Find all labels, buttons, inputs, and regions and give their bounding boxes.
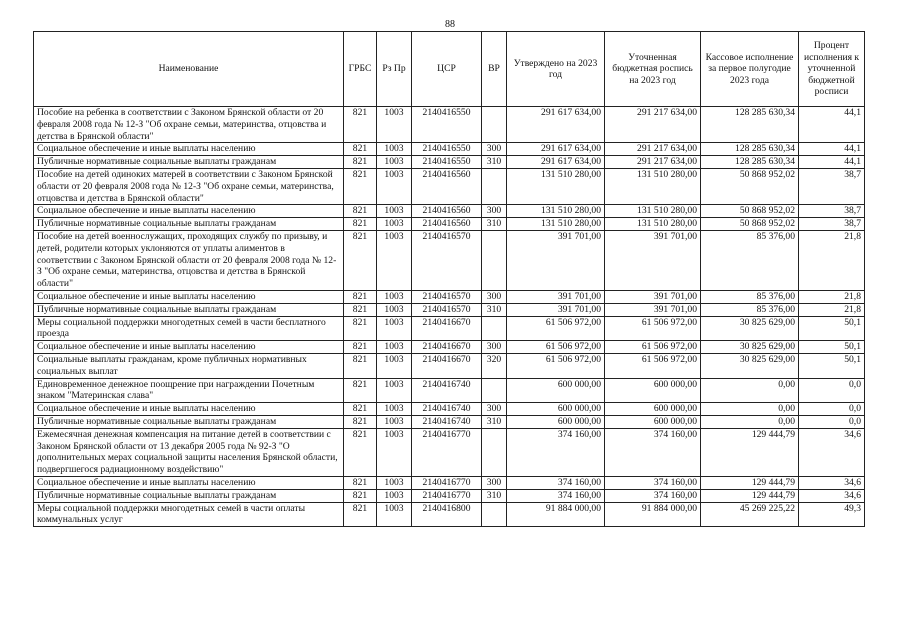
cell-name: Социальное обеспечение и иные выплаты населению (34, 290, 344, 303)
cell-percent: 50,1 (799, 316, 865, 341)
cell-percent: 21,8 (799, 290, 865, 303)
cell-grbs: 821 (344, 341, 377, 354)
cell-grbs: 821 (344, 107, 377, 143)
cell-grbs: 821 (344, 230, 377, 290)
cell-name: Социальное обеспечение и иные выплаты населению (34, 403, 344, 416)
budget-execution-table (33, 31, 865, 527)
header-refined: Уточненная бюджетная роспись на 2023 год (605, 32, 701, 107)
cell-name: Публичные нормативные социальные выплаты гражданам (34, 489, 344, 502)
table-row (34, 230, 865, 290)
cell-csr: 2140416570 (412, 230, 482, 290)
cell-vr: 300 (482, 403, 507, 416)
cell-percent: 49,3 (799, 502, 865, 527)
header-name: Наименование (34, 32, 344, 107)
page-number: 88 (445, 19, 455, 30)
cell-csr: 2140416550 (412, 156, 482, 169)
table-body (34, 107, 865, 527)
cell-rzpr: 1003 (377, 316, 412, 341)
cell-vr (482, 107, 507, 143)
cell-approved: 600 000,00 (507, 403, 605, 416)
cell-rzpr: 1003 (377, 489, 412, 502)
cell-csr: 2140416560 (412, 218, 482, 231)
header-grbs: ГРБС (344, 32, 377, 107)
cell-name: Социальное обеспечение и иные выплаты населению (34, 341, 344, 354)
cell-rzpr: 1003 (377, 415, 412, 428)
cell-csr: 2140416550 (412, 143, 482, 156)
cell-approved: 374 160,00 (507, 428, 605, 476)
cell-percent: 38,7 (799, 205, 865, 218)
cell-name: Ежемесячная денежная компенсация на питание детей в соответствии с Законом Брянской области от 13 декабря 2005 года № 92-З "О дополнительных мерах социальной защиты населения Брянской области, подвергшегося радиационному воздействию" (34, 428, 344, 476)
cell-csr: 2140416770 (412, 428, 482, 476)
cell-vr (482, 428, 507, 476)
cell-percent: 34,6 (799, 476, 865, 489)
cell-vr: 310 (482, 489, 507, 502)
cell-vr: 300 (482, 476, 507, 489)
cell-percent: 0,0 (799, 378, 865, 403)
cell-cash: 129 444,79 (701, 489, 799, 502)
cell-percent: 50,1 (799, 353, 865, 378)
cell-refined: 600 000,00 (605, 403, 701, 416)
cell-cash: 0,00 (701, 415, 799, 428)
cell-name: Публичные нормативные социальные выплаты гражданам (34, 218, 344, 231)
table-row (34, 502, 865, 527)
cell-refined: 291 217 634,00 (605, 156, 701, 169)
cell-grbs: 821 (344, 403, 377, 416)
cell-percent: 50,1 (799, 341, 865, 354)
cell-rzpr: 1003 (377, 378, 412, 403)
cell-csr: 2140416570 (412, 290, 482, 303)
cell-csr: 2140416670 (412, 316, 482, 341)
cell-approved: 600 000,00 (507, 415, 605, 428)
cell-name: Меры социальной поддержки многодетных семей в части оплаты коммунальных услуг (34, 502, 344, 527)
cell-cash: 128 285 630,34 (701, 143, 799, 156)
table-row (34, 378, 865, 403)
cell-approved: 374 160,00 (507, 476, 605, 489)
cell-csr: 2140416740 (412, 403, 482, 416)
header-csr: ЦСР (412, 32, 482, 107)
cell-percent: 21,8 (799, 230, 865, 290)
cell-vr (482, 502, 507, 527)
cell-csr: 2140416670 (412, 341, 482, 354)
cell-grbs: 821 (344, 502, 377, 527)
cell-percent: 34,6 (799, 489, 865, 502)
cell-percent: 38,7 (799, 218, 865, 231)
table-row (34, 403, 865, 416)
cell-grbs: 821 (344, 378, 377, 403)
table-row (34, 303, 865, 316)
cell-vr: 310 (482, 156, 507, 169)
cell-grbs: 821 (344, 476, 377, 489)
cell-refined: 391 701,00 (605, 303, 701, 316)
cell-cash: 50 868 952,02 (701, 218, 799, 231)
cell-vr (482, 168, 507, 204)
cell-percent: 34,6 (799, 428, 865, 476)
cell-refined: 600 000,00 (605, 378, 701, 403)
cell-vr: 310 (482, 303, 507, 316)
cell-rzpr: 1003 (377, 107, 412, 143)
table-row (34, 476, 865, 489)
cell-rzpr: 1003 (377, 205, 412, 218)
cell-name: Пособие на ребенка в соответствии с Законом Брянской области от 20 февраля 2008 года № 12-З "Об охране семьи, материнства, отцовства и детства в Брянской области" (34, 107, 344, 143)
cell-grbs: 821 (344, 316, 377, 341)
header-approved: Утверждено на 2023 год (507, 32, 605, 107)
cell-grbs: 821 (344, 143, 377, 156)
cell-refined: 374 160,00 (605, 489, 701, 502)
cell-name: Социальное обеспечение и иные выплаты населению (34, 205, 344, 218)
cell-grbs: 821 (344, 428, 377, 476)
cell-refined: 291 217 634,00 (605, 143, 701, 156)
table-row (34, 205, 865, 218)
cell-vr (482, 378, 507, 403)
cell-cash: 85 376,00 (701, 230, 799, 290)
cell-cash: 30 825 629,00 (701, 341, 799, 354)
cell-refined: 61 506 972,00 (605, 316, 701, 341)
cell-approved: 91 884 000,00 (507, 502, 605, 527)
table-row (34, 156, 865, 169)
cell-approved: 61 506 972,00 (507, 316, 605, 341)
cell-approved: 600 000,00 (507, 378, 605, 403)
cell-approved: 291 617 634,00 (507, 107, 605, 143)
cell-refined: 131 510 280,00 (605, 168, 701, 204)
header-row (34, 32, 865, 107)
cell-approved: 131 510 280,00 (507, 218, 605, 231)
cell-cash: 129 444,79 (701, 428, 799, 476)
cell-name: Социальное обеспечение и иные выплаты населению (34, 476, 344, 489)
cell-approved: 391 701,00 (507, 230, 605, 290)
cell-grbs: 821 (344, 156, 377, 169)
table-row (34, 290, 865, 303)
cell-name: Пособие на детей одиноких матерей в соответствии с Законом Брянской области от 20 февраля 2008 года № 12-З "Об охране семьи, материнства, отцовства и детства в Брянской области" (34, 168, 344, 204)
cell-percent: 0,0 (799, 403, 865, 416)
table-row (34, 107, 865, 143)
cell-grbs: 821 (344, 205, 377, 218)
cell-rzpr: 1003 (377, 143, 412, 156)
cell-rzpr: 1003 (377, 156, 412, 169)
cell-vr: 300 (482, 205, 507, 218)
cell-rzpr: 1003 (377, 428, 412, 476)
cell-rzpr: 1003 (377, 353, 412, 378)
cell-vr: 300 (482, 290, 507, 303)
cell-cash: 85 376,00 (701, 303, 799, 316)
cell-cash: 128 285 630,34 (701, 107, 799, 143)
cell-name: Публичные нормативные социальные выплаты гражданам (34, 415, 344, 428)
cell-approved: 391 701,00 (507, 290, 605, 303)
table-row (34, 143, 865, 156)
cell-csr: 2140416740 (412, 378, 482, 403)
cell-refined: 600 000,00 (605, 415, 701, 428)
cell-rzpr: 1003 (377, 218, 412, 231)
cell-percent: 44,1 (799, 107, 865, 143)
cell-csr: 2140416560 (412, 168, 482, 204)
cell-rzpr: 1003 (377, 168, 412, 204)
cell-approved: 291 617 634,00 (507, 143, 605, 156)
cell-percent: 44,1 (799, 156, 865, 169)
cell-cash: 0,00 (701, 403, 799, 416)
cell-approved: 291 617 634,00 (507, 156, 605, 169)
cell-vr (482, 230, 507, 290)
cell-grbs: 821 (344, 353, 377, 378)
cell-name: Социальные выплаты гражданам, кроме публичных нормативных социальных выплат (34, 353, 344, 378)
cell-csr: 2140416770 (412, 476, 482, 489)
cell-vr: 300 (482, 341, 507, 354)
cell-approved: 61 506 972,00 (507, 353, 605, 378)
cell-vr (482, 316, 507, 341)
cell-grbs: 821 (344, 489, 377, 502)
cell-csr: 2140416670 (412, 353, 482, 378)
cell-rzpr: 1003 (377, 341, 412, 354)
cell-refined: 391 701,00 (605, 230, 701, 290)
cell-csr: 2140416550 (412, 107, 482, 143)
cell-percent: 44,1 (799, 143, 865, 156)
cell-rzpr: 1003 (377, 303, 412, 316)
cell-cash: 129 444,79 (701, 476, 799, 489)
cell-csr: 2140416570 (412, 303, 482, 316)
cell-name: Единовременное денежное поощрение при награждении Почетным знаком "Материнская слава" (34, 378, 344, 403)
table-row (34, 428, 865, 476)
header-rzpr: Рз Пр (377, 32, 412, 107)
cell-refined: 61 506 972,00 (605, 353, 701, 378)
table-row (34, 316, 865, 341)
table-row (34, 168, 865, 204)
cell-refined: 61 506 972,00 (605, 341, 701, 354)
cell-rzpr: 1003 (377, 476, 412, 489)
cell-approved: 131 510 280,00 (507, 205, 605, 218)
cell-approved: 391 701,00 (507, 303, 605, 316)
cell-refined: 374 160,00 (605, 428, 701, 476)
cell-name: Публичные нормативные социальные выплаты гражданам (34, 156, 344, 169)
cell-refined: 91 884 000,00 (605, 502, 701, 527)
cell-vr: 320 (482, 353, 507, 378)
cell-percent: 21,8 (799, 303, 865, 316)
cell-cash: 85 376,00 (701, 290, 799, 303)
cell-cash: 50 868 952,02 (701, 205, 799, 218)
cell-csr: 2140416770 (412, 489, 482, 502)
cell-vr: 310 (482, 218, 507, 231)
cell-name: Публичные нормативные социальные выплаты гражданам (34, 303, 344, 316)
cell-approved: 374 160,00 (507, 489, 605, 502)
table-row (34, 341, 865, 354)
cell-rzpr: 1003 (377, 290, 412, 303)
cell-cash: 30 825 629,00 (701, 353, 799, 378)
cell-rzpr: 1003 (377, 230, 412, 290)
cell-rzpr: 1003 (377, 403, 412, 416)
cell-name: Меры социальной поддержки многодетных семей в части бесплатного проезда (34, 316, 344, 341)
cell-rzpr: 1003 (377, 502, 412, 527)
cell-grbs: 821 (344, 415, 377, 428)
table-row (34, 218, 865, 231)
cell-cash: 128 285 630,34 (701, 156, 799, 169)
cell-cash: 50 868 952,02 (701, 168, 799, 204)
cell-approved: 61 506 972,00 (507, 341, 605, 354)
cell-csr: 2140416560 (412, 205, 482, 218)
cell-refined: 391 701,00 (605, 290, 701, 303)
cell-csr: 2140416800 (412, 502, 482, 527)
cell-cash: 0,00 (701, 378, 799, 403)
header-vr: ВР (482, 32, 507, 107)
table-row (34, 353, 865, 378)
cell-grbs: 821 (344, 168, 377, 204)
cell-refined: 291 217 634,00 (605, 107, 701, 143)
cell-refined: 374 160,00 (605, 476, 701, 489)
cell-cash: 45 269 225,22 (701, 502, 799, 527)
table-row (34, 415, 865, 428)
table-row (34, 489, 865, 502)
cell-percent: 0,0 (799, 415, 865, 428)
cell-vr: 300 (482, 143, 507, 156)
cell-vr: 310 (482, 415, 507, 428)
cell-grbs: 821 (344, 218, 377, 231)
cell-approved: 131 510 280,00 (507, 168, 605, 204)
cell-grbs: 821 (344, 290, 377, 303)
cell-refined: 131 510 280,00 (605, 205, 701, 218)
header-cash: Кассовое исполнение за первое полугодие 2023 года (701, 32, 799, 107)
cell-cash: 30 825 629,00 (701, 316, 799, 341)
cell-name: Социальное обеспечение и иные выплаты населению (34, 143, 344, 156)
cell-grbs: 821 (344, 303, 377, 316)
cell-name: Пособие на детей военнослужащих, проходящих службу по призыву, и детей, родители которых уклоняются от уплаты алиментов в соответствии с Законом Брянской области от 20 февраля 2008 года № 12-З "Об охране семьи, материнства, отцовства и детства в Брянской области" (34, 230, 344, 290)
cell-csr: 2140416740 (412, 415, 482, 428)
header-percent: Процент исполнения к уточненной бюджетной росписи (799, 32, 865, 107)
cell-refined: 131 510 280,00 (605, 218, 701, 231)
cell-percent: 38,7 (799, 168, 865, 204)
